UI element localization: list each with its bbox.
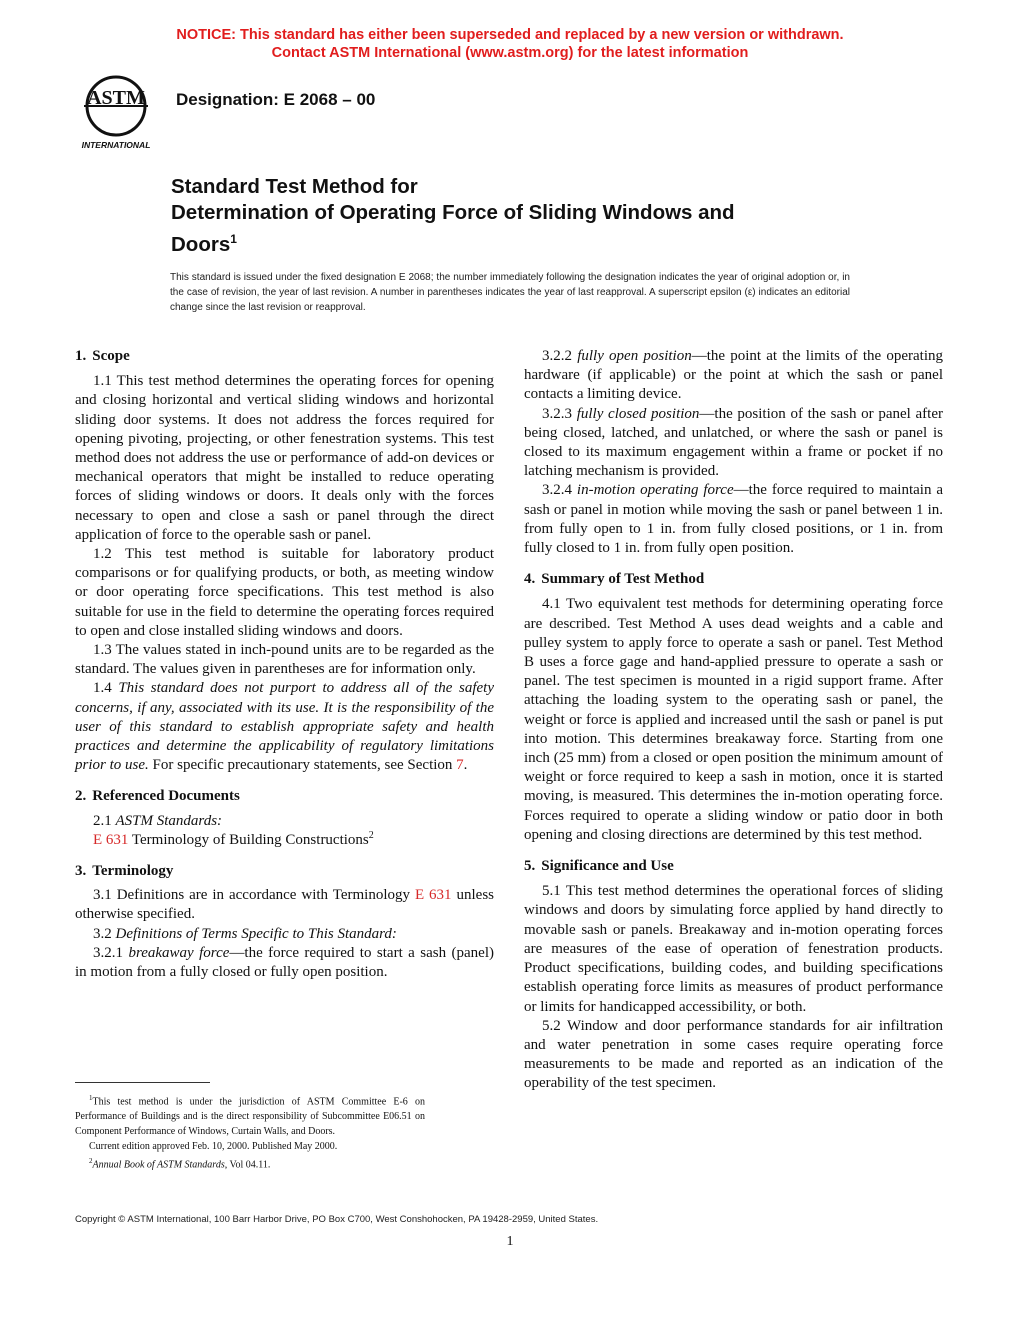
- term-definition: —the point at the limits of the operating hardware (if applicable) or the point at which the sash or panel contacts a limiting device.: [524, 348, 943, 403]
- paragraph-2-1: [75, 812, 494, 831]
- page-title: [171, 174, 871, 258]
- section-title: Referenced Documents: [92, 788, 240, 805]
- term-number: 3.2.1: [93, 944, 123, 961]
- term-number: 3.2.3: [542, 405, 572, 422]
- paragraph-3-2-title: Definitions of Terms Specific to This Standard:: [115, 925, 397, 942]
- notice-line-1: NOTICE: This standard has either been superseded and replaced by a new version or withdrawn.: [176, 27, 844, 43]
- section-title: Scope: [92, 348, 130, 364]
- paragraph-3-2: [75, 925, 494, 944]
- left-column: [75, 347, 494, 982]
- paragraph-1-4-caveat: This standard does not purport to address all of the safety concerns, if any, associated with its use. It is the responsibility of the user of this standard to establish appropriate safety and health practices and determine the applicability of regulatory limitations prior to use.: [75, 680, 495, 774]
- paragraph-1-4-end: .: [463, 757, 468, 774]
- title-line-2: Determination of Operating Force of Sliding Windows and: [171, 201, 735, 224]
- term-name: breakaway force: [128, 944, 230, 961]
- e631-link-2[interactable]: E 631: [414, 887, 452, 904]
- paragraph-1-4: [75, 679, 494, 775]
- section-heading-significance: [524, 857, 943, 876]
- section-heading-scope: [75, 347, 494, 366]
- section-number: 1.: [75, 348, 87, 364]
- reference-footnote-mark[interactable]: 2: [368, 829, 374, 841]
- term-definition: —the position of the sash or panel after being closed, latched, and unlatched, or where the sash or panel is closed to its maximum engagement within a frame or pocket if no latching mechanism is provided.: [524, 405, 943, 480]
- section-heading-summary: [524, 570, 943, 589]
- logo-wordmark: ASTM: [87, 87, 145, 109]
- term-name: in-motion operating force: [576, 482, 734, 499]
- term-number: 3.2.2: [542, 348, 572, 364]
- section-title: Significance and Use: [541, 858, 674, 875]
- section-number: 5.: [524, 858, 536, 875]
- section-number: 4.: [524, 571, 536, 588]
- section-7-link[interactable]: 7: [456, 757, 464, 774]
- footnote-2-mark: 2: [89, 1157, 93, 1166]
- footnote-divider: [75, 1082, 210, 1083]
- section-title: Terminology: [92, 863, 174, 880]
- section-number: 3.: [75, 863, 87, 880]
- e631-link[interactable]: E 631: [93, 831, 129, 848]
- footnotes: [75, 1091, 425, 1173]
- section-heading-referenced-documents: [75, 787, 494, 806]
- title-line-3: [171, 226, 871, 258]
- paragraph-3-2-2: [524, 347, 943, 405]
- term-name: fully open position: [577, 348, 692, 364]
- paragraph-5-2: 5.2 Window and door performance standards for air infiltration and water penetration in some cases require operating force measurements to be made and reported as an indication of the operability of the test specimen.: [524, 1017, 943, 1092]
- paragraph-3-2-1: [75, 944, 494, 982]
- section-number: 2.: [75, 788, 87, 805]
- title-footnote-mark[interactable]: 1: [230, 232, 237, 246]
- term-number: 3.2.4: [542, 482, 572, 499]
- logo-subtext: INTERNATIONAL: [81, 140, 151, 150]
- footnote-2: [75, 1154, 425, 1172]
- designation: Designation: E 2068 – 00: [176, 90, 376, 109]
- paragraph-4-1: 4.1 Two equivalent test methods for determining operating force are described. Test Method A uses dead weights and a cable and pulley system to apply force to operate a sash or panel. Test Method B uses a force gage and hand-applied pressure to operate a sash or panel. The test specimen is mounted in a rigid support frame. After attaching the loading system to the operating sash or panel, the weight or force is applied and increased until the sash or panel is put into motion. This determines breakaway force. Starting from one inch (25 mm) from a closed or open position the minimum amount of weight or force required to keep a sash in motion, once it is started moving, is measured. This determines the in-motion operating force. Forces required to operate a sliding window or patio door in both opening and closing directions are determined by this test method.: [524, 596, 943, 843]
- paragraph-1-1: 1.1 This test method determines the operating forces for opening and closing horizontal and vertical sliding windows and horizontal sliding door systems. It does not address the forces required for opening pivoting, projecting, or other fenestration systems. This test method does not address the use or performance of add-on devices or mechanical operators that might be installed to reduce operating forces of sliding windows or doors. It deals only with the forces necessary to open and close a sash or panel through the direct application of force to the operable sash or panel.: [75, 373, 494, 543]
- term-definition: —the force required to maintain a sash or panel in motion while moving the sash or panel between 1 in. from fully open to 1 in. from fully closed positions, or 1 in. from fully closed to 1 in. from fully open position.: [524, 482, 944, 557]
- term-name: fully closed position: [576, 405, 700, 422]
- title-line-1: Standard Test Method for: [171, 175, 418, 198]
- paragraph-1-4-number: 1.4: [93, 680, 112, 697]
- title-line-3-text: Doors: [171, 232, 231, 256]
- footnote-1-edition: Current edition approved Feb. 10, 2000. Published May 2000.: [89, 1141, 338, 1153]
- footnote-1-mark: 1: [89, 1094, 93, 1102]
- paragraph-2-1-title: ASTM Standards:: [115, 812, 223, 829]
- paragraph-3-2-4: [524, 481, 943, 558]
- term-definition: —the force required to start a sash (panel) in motion from a fully closed or fully open position.: [75, 944, 495, 981]
- copyright-line: Copyright © ASTM International, 100 Barr Harbor Drive, PO Box C700, West Conshohocken, PA 19428-2959, United States.: [75, 1214, 599, 1225]
- paragraph-3-1-text: 3.1 Definitions are in accordance with Terminology: [93, 887, 410, 904]
- reference-e631: [75, 831, 494, 850]
- paragraph-1-3: 1.3 The values stated in inch-pound units are to be regarded as the standard. The values given in parentheses are for information only.: [75, 642, 494, 678]
- issued-note: This standard is issued under the fixed designation E 2068; the number immediately following the designation indicates the year of original adoption or, in the case of revision, the year of last revision. A number in parentheses indicates the year of last reapproval. A superscript epsilon (ε) indicates an editorial change since the last revision or reapproval.: [170, 272, 850, 313]
- section-title: Summary of Test Method: [541, 571, 705, 588]
- section-heading-terminology: [75, 862, 494, 881]
- paragraph-1-2: 1.2 This test method is suitable for laboratory product comparisons or for qualifying products, or both, as meeting window or door operating force specifications. This test method is also suitable for use in the field to determine the operating forces required to open and close installed sliding windows and doors.: [75, 546, 494, 639]
- reference-title: Terminology of Building Constructions: [131, 831, 369, 848]
- paragraph-5-1: 5.1 This test method determines the operational forces of sliding windows and doors by simulating force applied by hand directly to movable sash or panels. Breakaway and in-motion operating forces are measures of the ease of operation of fenestration products. Product specifications, building codes, and building specifications establish operating force limits as measures of product performance or limits for handicapped accessibility, or both.: [524, 883, 943, 1015]
- page-number: 1: [506, 1234, 514, 1249]
- footnote-2-italic: Annual Book of ASTM Standards: [92, 1159, 225, 1171]
- notice-line-2: Contact ASTM International (www.astm.org) for the latest information: [271, 45, 749, 61]
- footnote-2-tail: , Vol 04.11.: [224, 1159, 271, 1171]
- paragraph-3-1-end: unless otherwise specified.: [75, 887, 495, 923]
- footnote-1: [75, 1091, 425, 1139]
- paragraph-3-2-number: 3.2: [93, 925, 112, 942]
- withdrawn-notice: [0, 26, 1020, 62]
- paragraph-3-2-3: [524, 405, 943, 482]
- right-column: [524, 347, 943, 1094]
- astm-logo: [70, 74, 162, 152]
- paragraph-2-1-number: 2.1: [93, 812, 112, 829]
- paragraph-1-4-tail: For specific precautionary statements, see Section: [152, 757, 453, 774]
- footnote-1-text: This test method is under the jurisdiction of ASTM Committee E-6 on Performance of Buildings and is the direct responsibility of Subcommittee E06.51 on Component Performance of Windows, Curtain Walls, and Doors.: [75, 1096, 425, 1138]
- paragraph-3-1: [75, 886, 494, 924]
